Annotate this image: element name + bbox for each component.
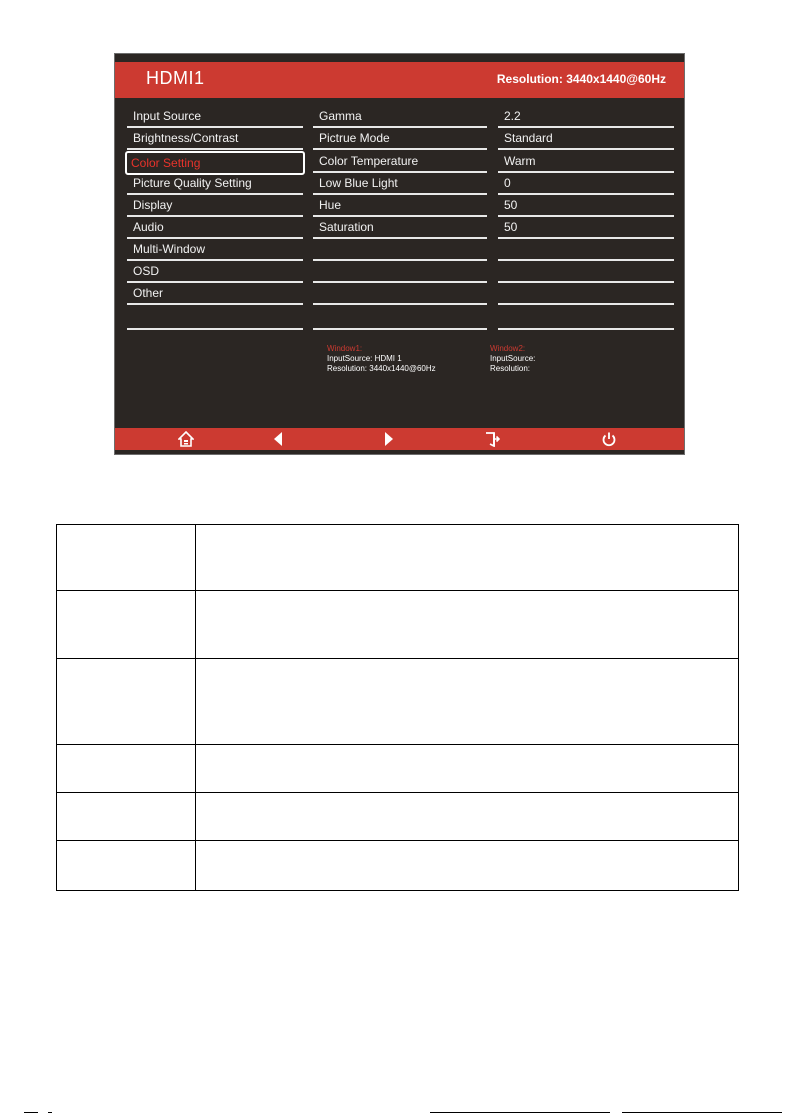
setting-empty-label	[313, 305, 487, 330]
setting-empty-value	[498, 239, 674, 261]
osd-header	[115, 62, 684, 98]
table-cell	[196, 591, 739, 659]
table-cell	[57, 659, 196, 745]
table-cell	[196, 793, 739, 841]
table-row	[57, 659, 739, 745]
menu-item-color-setting[interactable]: Color Setting	[125, 151, 305, 175]
window1-info	[327, 344, 436, 374]
setting-gamma-value: 2.2	[498, 106, 674, 128]
setting-empty-label	[313, 239, 487, 261]
table-cell	[196, 841, 739, 891]
osd-resolution: Resolution: 3440x1440@60Hz	[496, 72, 666, 86]
window2-input: InputSource:	[490, 354, 536, 363]
table-row	[57, 591, 739, 659]
footer-line	[48, 1112, 52, 1113]
setting-empty-label	[313, 261, 487, 283]
menu-item-input-source[interactable]: Input Source	[127, 106, 303, 128]
exit-icon[interactable]	[484, 431, 500, 447]
description-table	[56, 524, 739, 891]
table-cell	[57, 841, 196, 891]
window2-resolution: Resolution:	[490, 364, 531, 373]
table-cell	[196, 745, 739, 793]
menu-item-brightness-contrast[interactable]: Brightness/Contrast	[127, 128, 303, 150]
window2-info	[490, 344, 535, 374]
setting-gamma-label[interactable]: Gamma	[313, 106, 487, 128]
setting-color-temperature-value: Warm	[498, 151, 674, 173]
menu-item-audio[interactable]: Audio	[127, 217, 303, 239]
table-cell	[196, 659, 739, 745]
footer-line	[622, 1112, 782, 1113]
setting-empty-value	[498, 305, 674, 330]
window1-resolution: Resolution: 3440x1440@60Hz	[327, 364, 436, 373]
table-cell	[196, 525, 739, 591]
table-cell	[57, 745, 196, 793]
home-icon[interactable]	[178, 431, 194, 447]
setting-hue-value: 50	[498, 195, 674, 217]
right-arrow-icon[interactable]	[380, 431, 396, 447]
setting-empty-value	[498, 261, 674, 283]
setting-low-blue-light-value: 0	[498, 173, 674, 195]
table-row	[57, 525, 739, 591]
table-cell	[57, 793, 196, 841]
setting-saturation-label[interactable]: Saturation	[313, 217, 487, 239]
window2-title: Window2:	[490, 344, 526, 353]
menu-item-osd[interactable]: OSD	[127, 261, 303, 283]
menu-item-empty	[127, 305, 303, 330]
menu-item-other[interactable]: Other	[127, 283, 303, 305]
footer-line	[24, 1112, 38, 1113]
osd-title: HDMI1	[146, 68, 205, 88]
osd-menu-screenshot	[114, 53, 685, 455]
setting-hue-label[interactable]: Hue	[313, 195, 487, 217]
power-icon[interactable]	[601, 431, 617, 447]
menu-item-multi-window[interactable]: Multi-Window	[127, 239, 303, 261]
setting-picture-mode-label[interactable]: Pictrue Mode	[313, 128, 487, 150]
window1-input: InputSource: HDMI 1	[327, 354, 402, 363]
osd-footer	[115, 428, 684, 450]
setting-empty-label	[313, 283, 487, 305]
menu-item-picture-quality[interactable]: Picture Quality Setting	[127, 173, 303, 195]
table-row	[57, 841, 739, 891]
setting-color-temperature-label[interactable]: Color Temperature	[313, 151, 487, 173]
setting-saturation-value: 50	[498, 217, 674, 239]
left-arrow-icon[interactable]	[271, 431, 287, 447]
table-row	[57, 793, 739, 841]
table-cell	[57, 591, 196, 659]
menu-item-display[interactable]: Display	[127, 195, 303, 217]
setting-picture-mode-value: Standard	[498, 128, 674, 150]
window1-title: Window1:	[327, 344, 363, 353]
setting-empty-value	[498, 283, 674, 305]
table-row	[57, 745, 739, 793]
table-cell	[57, 525, 196, 591]
footer-line	[430, 1112, 610, 1113]
setting-low-blue-light-label[interactable]: Low Blue Light	[313, 173, 487, 195]
